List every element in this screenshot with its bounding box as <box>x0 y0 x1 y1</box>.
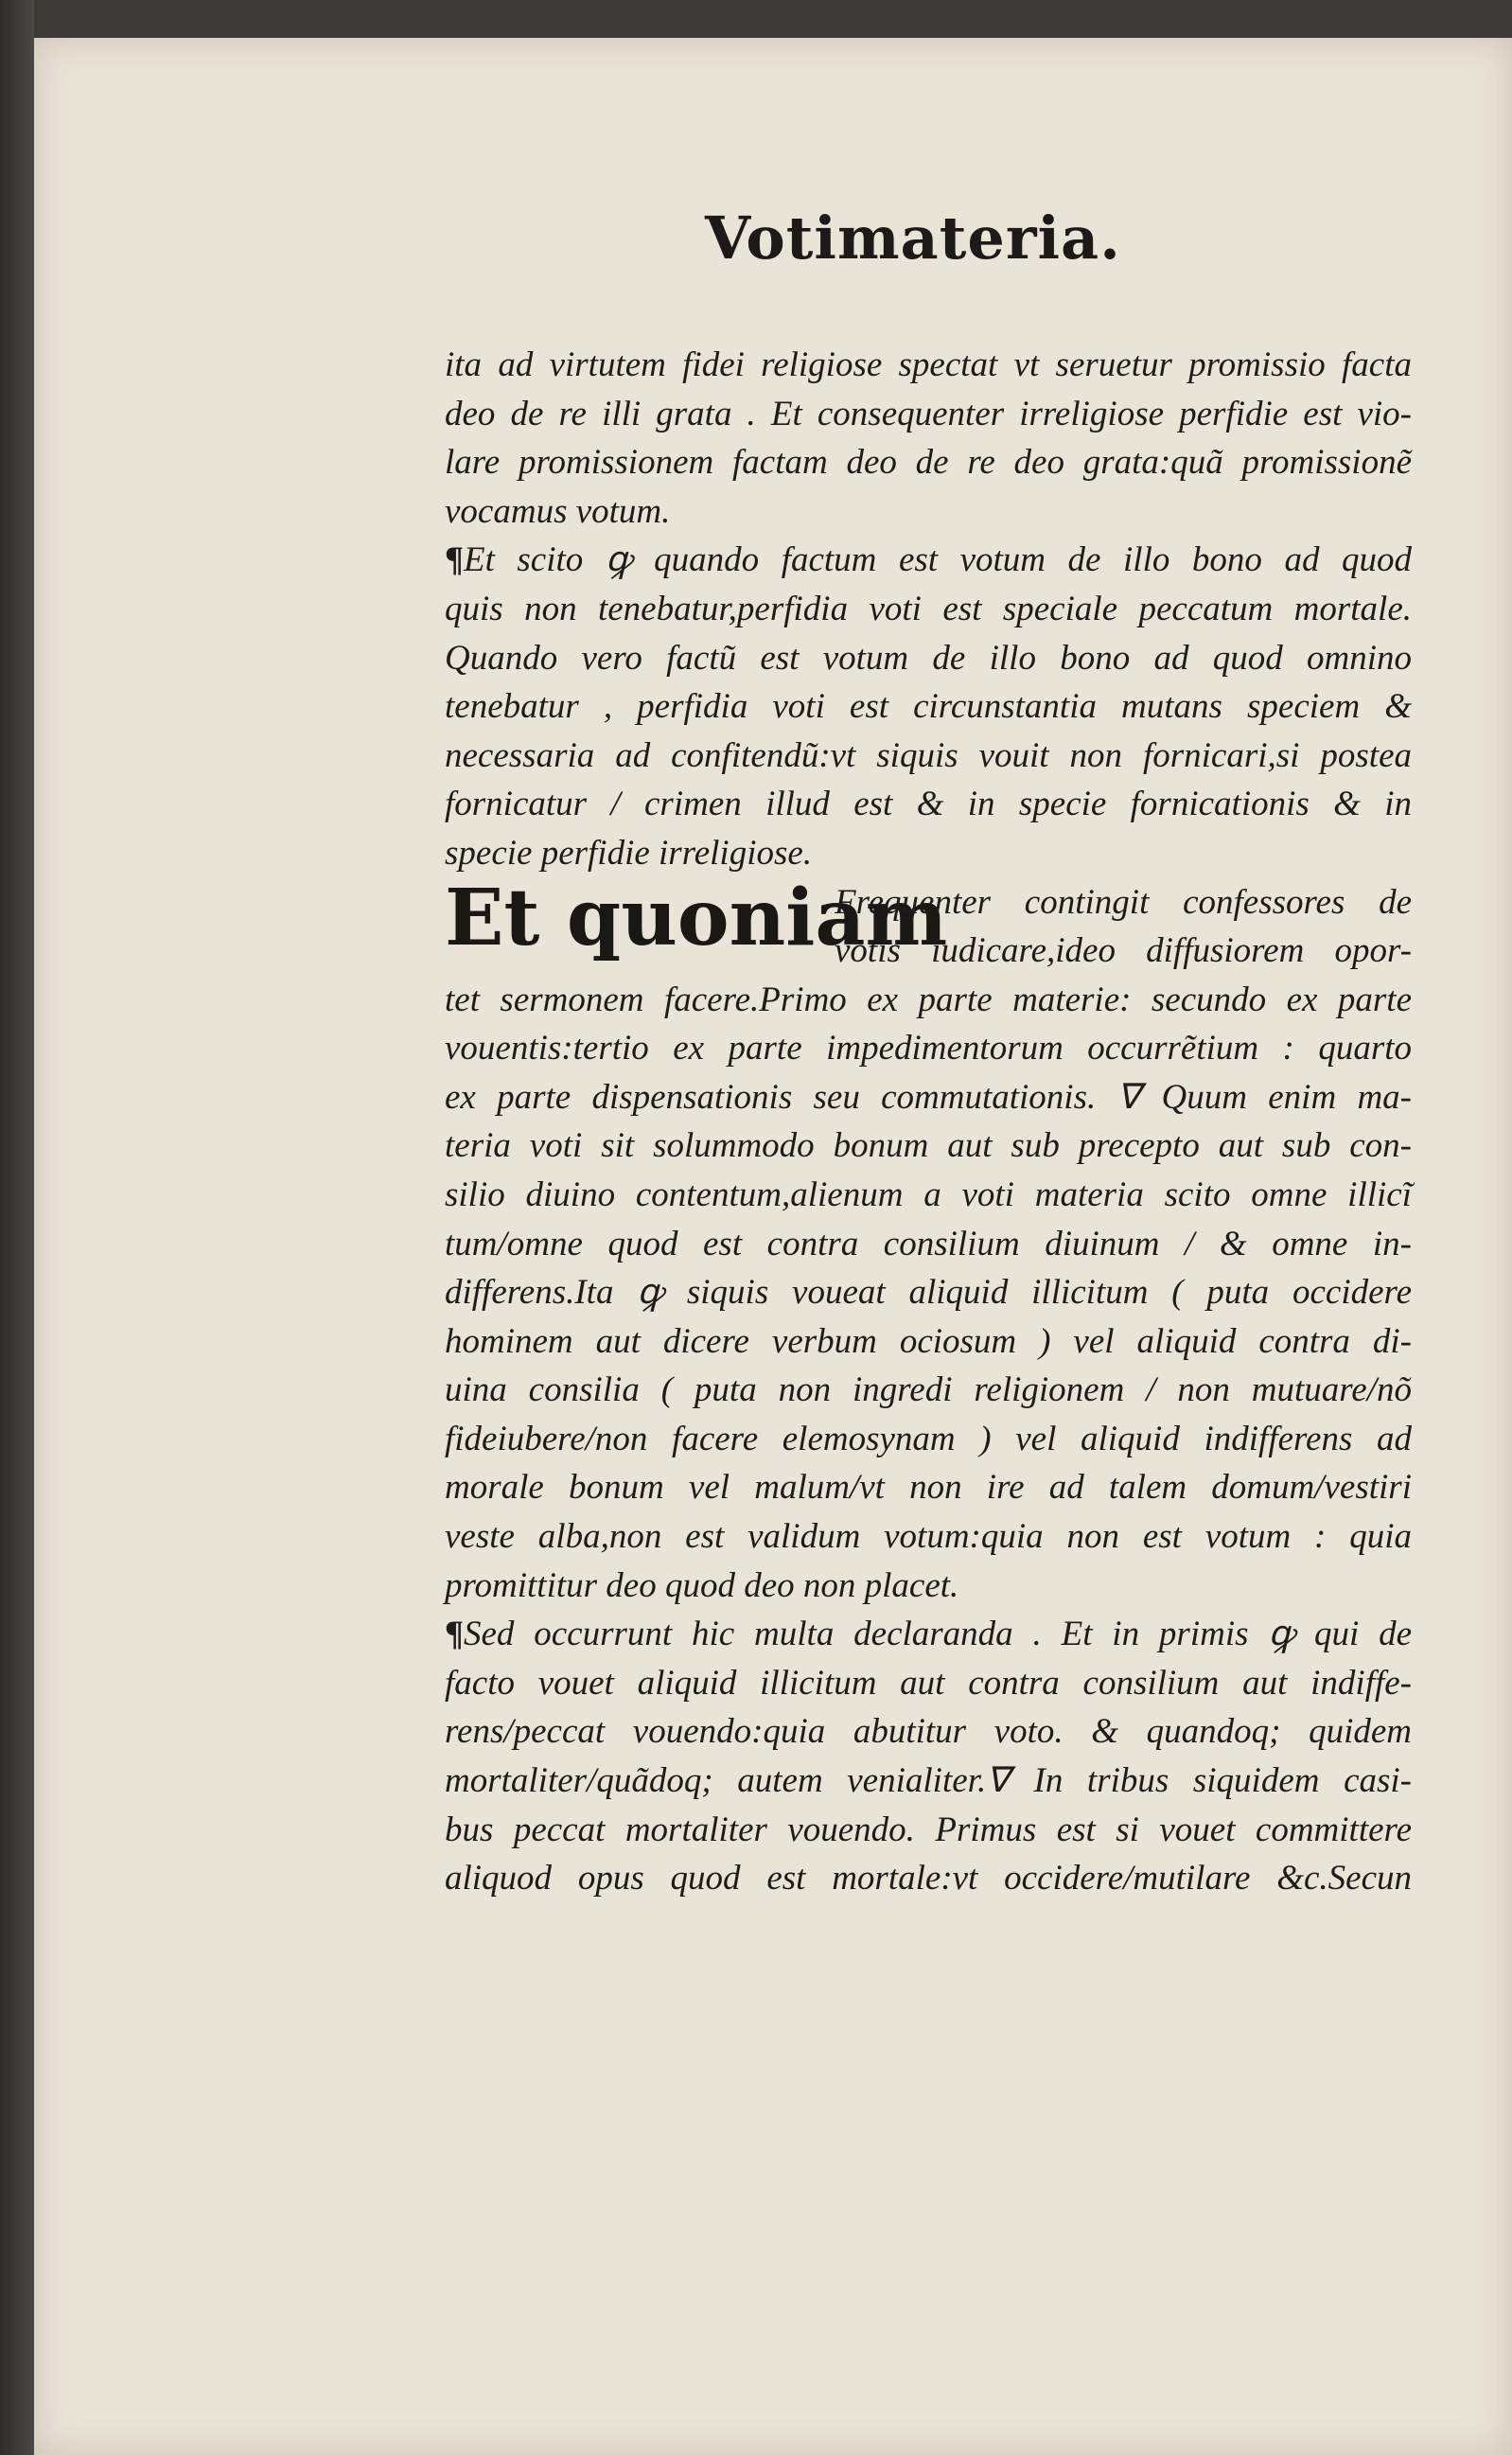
text-line: necessaria ad confitendũ:vt siquis vouit non fornicari,si postea <box>445 735 1412 775</box>
text-block <box>445 341 1412 1903</box>
text-line: morale bonum vel malum/vt non ire ad talem domum/vestiri <box>445 1468 1412 1508</box>
pilcrow-mark: ¶ <box>445 1615 464 1654</box>
text-line: specie perfidie irreligiose. <box>445 833 813 873</box>
text-line: veste alba,non est validum votum:quia non est votum : quia <box>445 1517 1412 1557</box>
paragraph-4 <box>445 1610 1412 1903</box>
paragraph-3-opening <box>445 872 1412 976</box>
text-line: differens.Ita ꝙ siquis voueat aliquid illicitum ( puta occidere <box>445 1273 1412 1313</box>
text-line: Frequenter contingit confessores de <box>835 882 1412 922</box>
paragraph-2 <box>445 536 1412 877</box>
paragraph-1 <box>445 341 1412 536</box>
binding-edge <box>0 0 34 2455</box>
text-line: teria voti sit solummodo bonum aut sub precepto aut sub con- <box>445 1126 1412 1166</box>
pilcrow-mark: ¶ <box>445 540 464 580</box>
text-line: uina consilia ( puta non ingredi religionem / non mutuare/nõ <box>445 1370 1412 1410</box>
text-line: quis non tenebatur,perfidia voti est speciale peccatum mortale. <box>445 589 1412 628</box>
text-line: ex parte dispensationis seu commutationis. ∇ Quum enim ma- <box>445 1077 1412 1117</box>
text-line: ita ad virtutem fidei religiose spectat vt seruetur promissio facta <box>445 345 1412 384</box>
paragraph-3 <box>445 976 1412 1611</box>
page-heading: Votimateria. <box>705 203 1121 273</box>
text-line: votis iudicare,ideo diffusiorem opor- <box>835 931 1412 971</box>
text-line: fornicatur / crimen illud est & in specie fornicationis & in <box>445 785 1412 824</box>
text-line: Quando vero factũ est votum de illo bono ad quod omnino <box>445 638 1412 678</box>
text-line: bus peccat mortaliter vouendo. Primus est si vouet committere <box>445 1810 1412 1849</box>
initial-words: Et quoniam <box>445 872 948 963</box>
text-line: tet sermonem facere.Primo ex parte materie: secundo ex parte <box>445 980 1412 1019</box>
text-line: facto vouet aliquid illicitum aut contra consilium aut indiffe- <box>445 1663 1412 1703</box>
text-line: hominem aut dicere verbum ociosum ) vel aliquid contra di- <box>445 1321 1412 1361</box>
text-line: tum/omne quod est contra consilium diuinum / & omne in- <box>445 1224 1412 1263</box>
text-line: Sed occurrunt hic multa declaranda . Et in primis ꝙ qui de <box>463 1615 1412 1654</box>
text-line: fideiubere/non facere elemosynam ) vel aliquid indifferens ad <box>445 1419 1412 1458</box>
text-line: vouentis:tertio ex parte impedimentorum occurrẽtium : quarto <box>445 1029 1412 1069</box>
text-line: Et scito ꝙ quando factum est votum de illo bono ad quod <box>463 540 1412 580</box>
text-line: promittitur deo quod deo non placet. <box>445 1565 959 1605</box>
text-line: silio diuino contentum,alienum a voti materia scito omne illicĩ <box>445 1175 1412 1214</box>
text-line: vocamus votum. <box>445 491 671 531</box>
text-line: rens/peccat vouendo:quia abutitur voto. & quandoq; quidem <box>445 1712 1412 1752</box>
text-line: tenebatur , perfidia voti est circunstantia mutans speciem & <box>445 687 1412 727</box>
text-line: deo de re illi grata . Et consequenter irreligiose perfidie est vio- <box>445 394 1412 433</box>
text-line: mortaliter/quãdoq; autem venialiter.∇ In tribus siquidem casi- <box>445 1761 1412 1801</box>
text-line: aliquod opus quod est mortale:vt occidere/mutilare &c.Secun <box>445 1859 1412 1899</box>
text-line: lare promissionem factam deo de re deo grata:quã promissionẽ <box>445 443 1412 483</box>
